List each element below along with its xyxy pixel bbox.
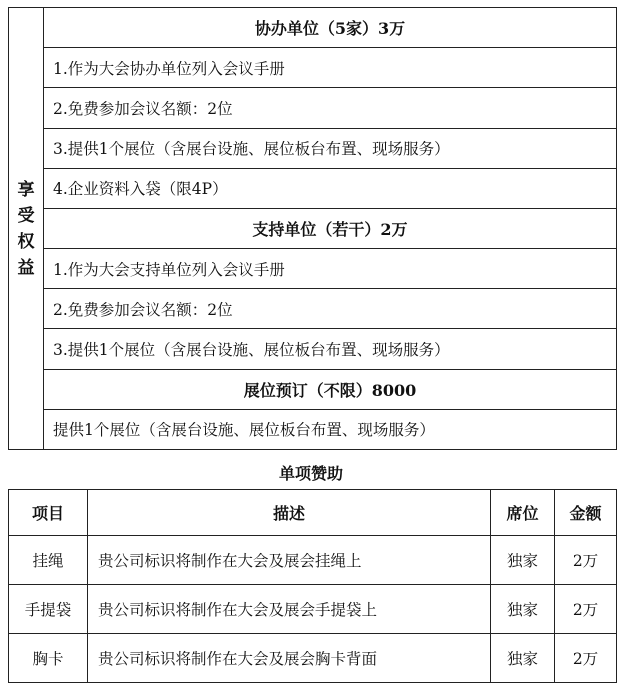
column-header-description: 描述 — [88, 490, 491, 536]
benefit-row — [9, 409, 617, 449]
sponsor-seat: 独家 — [491, 634, 555, 683]
sponsor-amount: 2万 — [555, 536, 617, 585]
table-row — [9, 634, 617, 683]
booth-heading-row — [9, 369, 617, 409]
column-header-amount: 金额 — [555, 490, 617, 536]
benefits-table — [8, 7, 617, 450]
side-label-char: 受 — [17, 205, 35, 226]
benefit-item: 3.提供1个展位（含展台设施、展位板台布置、现场服务） — [44, 128, 617, 168]
sponsor-item: 手提袋 — [9, 585, 88, 634]
sponsorship-header-row — [9, 490, 617, 536]
sponsorship-table — [8, 489, 617, 683]
supporter-heading-row — [9, 208, 617, 248]
side-label-char: 享 — [17, 179, 35, 200]
side-label-char: 益 — [17, 257, 35, 278]
benefit-item: 提供1个展位（含展台设施、展位板台布置、现场服务） — [44, 409, 617, 449]
co-organizer-heading: 协办单位（5家）3万 — [44, 8, 617, 48]
benefits-side-label — [9, 8, 44, 450]
benefit-row — [9, 128, 617, 168]
co-organizer-heading-row — [9, 8, 617, 48]
benefit-item: 4.企业资料入袋（限4P） — [44, 168, 617, 208]
benefit-item: 3.提供1个展位（含展台设施、展位板台布置、现场服务） — [44, 329, 617, 369]
benefit-item: 2.免费参加会议名额：2位 — [44, 289, 617, 329]
sponsor-description: 贵公司标识将制作在大会及展会挂绳上 — [88, 536, 491, 585]
benefit-item: 1.作为大会协办单位列入会议手册 — [44, 48, 617, 88]
sponsor-amount: 2万 — [555, 634, 617, 683]
sponsor-item: 挂绳 — [9, 536, 88, 585]
benefit-row — [9, 48, 617, 88]
benefit-row — [9, 168, 617, 208]
booth-heading: 展位预订（不限）8000 — [44, 369, 617, 409]
benefit-row — [9, 289, 617, 329]
side-label-char: 权 — [17, 231, 35, 252]
sponsor-description: 贵公司标识将制作在大会及展会胸卡背面 — [88, 634, 491, 683]
sponsor-amount: 2万 — [555, 585, 617, 634]
column-header-item: 项目 — [9, 490, 88, 536]
benefit-item: 1.作为大会支持单位列入会议手册 — [44, 249, 617, 289]
sponsor-description: 贵公司标识将制作在大会及展会手提袋上 — [88, 585, 491, 634]
sponsor-seat: 独家 — [491, 536, 555, 585]
sponsorship-title: 单项赞助 — [278, 464, 343, 483]
benefit-row — [9, 249, 617, 289]
table-row — [9, 585, 617, 634]
sponsor-seat: 独家 — [491, 585, 555, 634]
table-row — [9, 536, 617, 585]
supporter-heading: 支持单位（若干）2万 — [44, 208, 617, 248]
benefit-row — [9, 329, 617, 369]
column-header-seat: 席位 — [491, 490, 555, 536]
sponsor-item: 胸卡 — [9, 634, 88, 683]
benefit-item: 2.免费参加会议名额：2位 — [44, 88, 617, 128]
benefit-row — [9, 88, 617, 128]
